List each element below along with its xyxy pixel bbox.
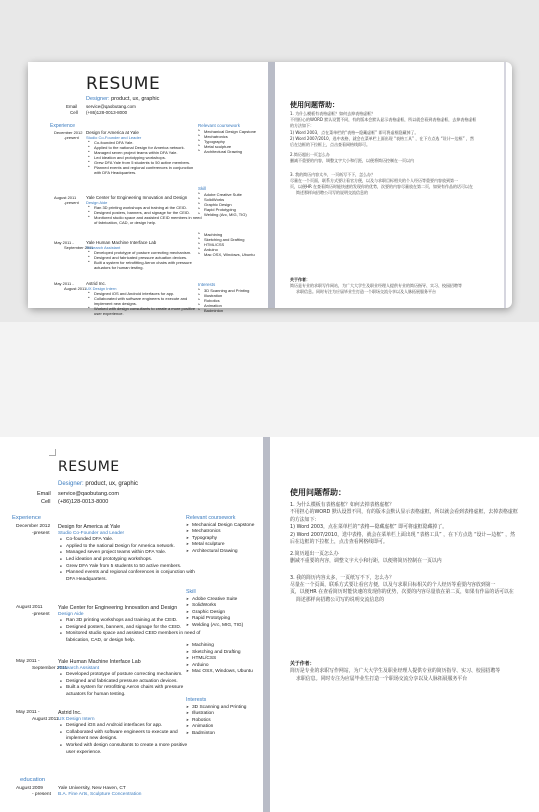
section-heading: Interests [198,282,216,287]
list-item: Metal sculpture [204,144,232,149]
arrow-icon: ➤ [198,242,201,245]
job-bullet: Built a system for retrofitting Aeron chairs with pressure [66,685,184,691]
arrow-icon: ➤ [186,596,189,601]
list-item: Sketching and Drafting [204,237,245,242]
job-bullet: Ran 3D printing workshops and training at the CEID. [66,618,178,624]
list-item: Robotics [192,717,211,723]
arrow-icon: ➤ [198,288,201,291]
job-bullet: Developed prototype of posture correcting mechanism. [66,672,183,678]
bullet-icon: ● [88,255,90,258]
list-item: Badminton [204,308,224,313]
list-item: Rapid Prototyping [204,207,236,212]
job-role: Studio Co-Founder and Leader [86,135,142,140]
job-bullet: user experience. [94,311,124,316]
bullet-icon: ● [60,672,62,677]
job-role: Research Assistant [86,245,121,250]
bullet-icon: ● [60,570,62,575]
bullet-icon: ● [88,205,90,208]
list-item: Mac OSX, Windows, Ubuntu [192,669,253,675]
arrow-icon: ➤ [198,207,201,210]
help-question: 3. 我的简历内容太多，一页纸写不下，怎么办？ [290,574,395,581]
bullet-icon: ● [88,160,90,163]
job-bullet: Applied to the national Design for America network. [66,543,175,549]
job-date: May 2011 - [16,659,40,664]
page-divider [268,62,275,308]
job-bullet: Ran 3D printing workshops and training at the CEID. [94,205,187,210]
arrow-icon: ➤ [198,134,201,137]
resume-page-preview [28,62,268,316]
help-question: 1. 为什么模板有表格虚框？如何去掉表格虚框？ [290,111,376,116]
section-heading: Relevant coursework [198,123,241,128]
bullet-icon: ● [60,618,62,623]
section-heading: Skill [186,589,196,595]
arrow-icon: ➤ [198,237,201,240]
help-answer: 1) Word 2003，点在菜单栏的“表格—隐藏虚框” 即可将虚框隐藏掉了。 [290,524,448,531]
job-bullet: Designed and fabricated pressure actuation devices. [66,678,178,684]
cell-value-full: (+86)128-0013-8000 [58,499,109,505]
bullet-icon: ● [60,557,62,561]
list-item: Adobe Creative Suite [204,192,242,197]
arrow-icon: ➤ [186,649,189,654]
job-role: UX Design Intern [86,286,117,291]
list-item: Robotics [204,298,220,303]
arrow-icon: ➤ [186,711,189,716]
job-bullet: Collaborated with software engineers to execute and [94,296,188,301]
arrow-icon: ➤ [198,293,201,296]
edu-date: August 2009 [16,785,43,791]
list-item: Typography [204,139,225,144]
section-heading: Interests [186,697,207,703]
list-item: Arduino [204,247,218,252]
bullet-icon: ● [88,291,90,294]
section-heading: Skill [198,186,207,191]
bullet-icon: ● [88,155,90,158]
list-item: Architectural Drawing [192,549,238,554]
bullet-icon: ● [60,537,62,542]
job-bullet: Designed posters, banners, and signage for the CEID. [66,624,182,630]
job-bullet: Grew DFA Yale from 5 students to 50 active members. [94,160,191,165]
bullet-icon: ● [88,150,90,153]
bullet-icon: ● [60,543,62,548]
bullet-icon: ● [60,624,62,629]
list-item: Welding (Arc, MIG, TIG) [192,623,244,628]
job-bullet: Worked with design consultants to create a more positive [66,743,188,748]
bullet-icon: ● [88,296,90,299]
help-answer: 1) Word 2003，点在菜单栏的“表格—隐藏虚框” 即可将虚框隐藏掉了。 [290,129,419,135]
arrow-icon: ➤ [198,192,201,195]
job-date: August 2011 [54,195,77,200]
bullet-icon: ● [88,165,90,168]
arrow-icon: ➤ [198,212,201,215]
job-role: Research Assistant [58,665,100,671]
arrow-icon: ➤ [186,603,189,608]
about-title: 关于作者： [290,661,315,667]
list-item: Machining [192,643,214,648]
job-bullet: Grew DFA Yale from 5 students to 50 active members. [66,563,182,569]
about-text: 求职信息。同时专注为应届毕业生打造一个职场交流分享以及人脉拓展服务平台 [296,675,468,682]
list-item: Mechatronics [192,529,221,535]
edu-school: Yale University, New Haven, CT [58,785,126,791]
list-item: Illustration [192,711,214,717]
job-org: Astrid Inc. [86,281,107,286]
edu-degree: B.A. Fine Arts, Sculpture Concentration [58,792,142,798]
resume-title-full: RESUME [58,459,120,475]
arrow-icon: ➤ [198,298,201,301]
background-gap [0,322,539,437]
preview-card[interactable] [28,62,512,316]
arrow-icon: ➤ [198,232,201,235]
bullet-icon: ● [60,743,62,747]
arrow-icon: ➤ [186,643,189,647]
help-answer: 不用担心的WORD 默认设置不同，有的版本会默认显示表格虚框，所以就会看到表格虚框，去掉表格虚框 [290,509,518,516]
list-item: Mechanical Design Capstone [204,129,257,134]
education-heading: education [20,777,46,783]
bullet-icon: ● [60,678,62,683]
list-item: Animation [192,724,214,730]
experience-heading: Experience [12,515,42,521]
job-bullet: Monitored studio space and assisted CEID members in need [94,215,202,220]
job-bullet: Managed seven project teams within DFA Yale. [66,550,167,556]
help-answer: 页，以便HR 在查看简历时能快速的发现你的优势，次要的内容尽量放在第二页，如果有作品的话可以在 [290,184,474,190]
job-org: Astrid Inc. [58,710,82,716]
list-item: Typography [192,535,218,541]
help-title-full: 使用问题帮助： [290,488,346,497]
help-page [270,437,539,812]
help-answer: 2) Word 2007/2010，选中表格，就会在菜单栏上面出现 “表格工具” ，在下方点选 “设计—边框” ，然 [290,135,475,141]
bullet-icon: ● [88,145,90,148]
margin-mark [49,449,56,456]
list-item: Rapid Prototyping [192,616,231,622]
about-text: 简历是专业的求职写作网站，为广大大学生及职业经理人提供专业的简历指导、实习、校园招聘等 [290,283,462,289]
job-bullet: Designed and fabricated pressure actuation devices. [94,255,188,260]
help-answer: 2) Word 2007/2010，选中表格，就会在菜单栏上面出现 “表格工具” ，在下方点选 “设计—边框” ，然 [290,531,515,538]
job-date: -present [64,135,79,140]
job-role: Studio Co-Founder and Leader [58,530,125,536]
resume-page [0,437,263,812]
about-text: 简历是专业的求职写作网站，为广大大学生及职业经理人提供专业的简历指导、实习、校园招聘等 [290,668,501,675]
email-value-full: service@qaobutang.com [58,491,119,497]
list-item: Badminton [192,731,215,736]
job-bullet: implement new designs. [66,736,118,742]
job-date: May 2011 - [54,281,74,286]
help-title: 使用问题帮助： [290,101,339,109]
help-answer: 不用担心的WORD 默认设置不同，有的版本会默认显示表格虚框，所以就会看到表格虚框，去掉表格虚框 [290,117,477,123]
list-item: 3D Scanning and Printing [192,704,247,710]
help-question: 2.简历超出一页怎么办 [290,151,330,157]
help-page-preview [275,62,504,308]
help-answer: 页，以便HR 在查看简历时能快速的发现你的优势，次要的内容尽量放在第二页，如果有作品的话可以在 [290,589,514,596]
job-org: Yale Human Machine Interface Lab [86,240,157,245]
help-question: 1. 为什么模板有表格虚框？如何去掉表格虚框？ [290,502,395,508]
job-date: December 2012 [54,130,83,135]
list-item: SolidWorks [192,603,217,609]
bullet-icon: ● [88,210,90,213]
arrow-icon: ➤ [186,656,189,661]
arrow-icon: ➤ [198,139,201,142]
cell-label-full: Cell [41,499,51,505]
job-date: -present [32,611,50,617]
arrow-icon: ➤ [198,202,201,205]
job-date: September 2011 [32,665,68,671]
arrow-icon: ➤ [186,609,189,614]
designer-line: Designer: product, ux, graphic [86,96,160,102]
arrow-icon: ➤ [198,144,201,147]
designer-line-full: Designer: product, ux, graphic [58,481,139,487]
bullet-icon: ● [60,550,62,555]
job-org: Yale Human Machine Interface Lab [58,659,141,665]
job-org: Yale Center for Engineering Innovation and Design [86,195,188,200]
job-bullet: Designed posters, banners, and signage for the CEID. [94,210,191,215]
about-text: 求职信息。同时专注为应届毕业生打造一个职场交流分享以及人脉拓展服务平台 [296,289,436,295]
list-item: Mechatronics [204,134,228,139]
help-answer: 后在边框的下拉框上，点击查看网格线即可。 [290,539,388,545]
help-answer: 的方法如下： [290,123,314,129]
job-date: -present [64,200,79,205]
document-sheet [0,437,539,812]
help-answer: 删减不重要的内容，调整文字大小和行距，以便将简历控制在一页以内 [290,558,442,565]
help-answer: 的方法如下： [290,516,320,523]
job-date: May 2011 - [54,240,74,245]
arrow-icon: ➤ [186,616,189,621]
arrow-icon: ➤ [186,542,189,547]
email-value: service@qaobutang.com [86,104,136,109]
bullet-icon: ● [88,140,90,143]
job-date: August 2011 [16,605,43,610]
job-bullet: Co-founded DFA Yale. [94,140,134,145]
list-item: Welding (Arc, MIG, TIG) [204,212,247,217]
bullet-icon: ● [88,215,90,218]
job-org: Design for America at Yale [58,524,121,530]
job-bullet: Planned events and regional conferences in conjunction with [66,570,195,576]
job-role: Design Aide [86,200,108,205]
job-date: December 2012 [16,524,51,529]
list-item: HTML/CSS [204,242,225,247]
resume-title: RESUME [86,74,161,94]
job-bullet: Planned events and regional conferences in conjunction [94,165,194,170]
list-item: HTML/CSS [192,656,217,662]
arrow-icon: ➤ [198,149,201,152]
email-label-full: Email [37,491,51,497]
job-bullet: DFA Headquarters. [66,576,107,582]
arrow-icon: ➤ [186,724,189,729]
job-role: Design Aide [58,611,84,617]
bullet-icon: ● [60,685,62,690]
job-bullet: Monitored studio space and assisted CEID members in need of [66,631,201,637]
list-item: Adobe Creative Suite [192,596,238,602]
job-bullet: Worked with design consultants to create a more positive [94,306,196,311]
edu-date: - present [32,792,51,798]
help-answer: 尽量在一个页面，联系方式要让看官方便，以及与求职目标相关的个人经历等重要内容放到第一 [290,581,496,588]
list-item: Machining [204,232,223,237]
arrow-icon: ➤ [198,252,201,255]
cell-label: Cell [70,110,78,115]
bullet-icon: ● [88,260,90,263]
help-answer: 简述那样向招聘公司写的说明交流信息的 [296,190,368,196]
arrow-icon: ➤ [186,623,189,627]
help-answer: 后在边框的下拉框上，点击查看网格线即可。 [290,142,370,147]
job-date: August 2011 [64,286,87,291]
arrow-icon: ➤ [198,247,201,250]
list-item: Mechanical Design Capstone [192,522,255,528]
section-heading: Relevant coursework [186,515,236,521]
arrow-icon: ➤ [186,529,189,534]
job-date: September 2011 [64,245,94,250]
job-bullet: of fabrication, CAD, or design help. [94,220,157,225]
job-role: UX Design Intern [58,716,95,722]
about-title: 关于作者： [290,277,310,282]
job-bullet: user experience. [66,749,102,755]
job-bullet: Designed iOS and Android interfaces for app. [66,723,163,729]
arrow-icon: ➤ [186,669,189,674]
arrow-icon: ➤ [186,717,189,722]
job-bullet: actuators for human testing. [94,265,144,270]
job-bullet: Led ideation and prototyping workshops. [66,557,153,562]
page-edge [504,62,506,308]
bullet-icon: ● [60,563,62,568]
arrow-icon: ➤ [186,662,189,667]
list-item: Architectural Drawing [204,149,243,154]
help-answer: 删减不重要的内容，调整文字大小和行距，以便将简历控制在一页以内 [290,158,414,164]
arrow-icon: ➤ [198,303,201,306]
list-item: Metal sculpture [192,542,225,548]
job-bullet: with DFA Headquarters. [94,170,137,175]
job-date: May 2011 - [16,710,40,715]
bullet-icon: ● [60,631,62,636]
arrow-icon: ➤ [198,197,201,200]
list-item: Sketching and Drafting [192,649,241,655]
cell-value: (+86)128-0013-8000 [86,110,128,115]
job-bullet: Applied to the national Design for America network. [94,145,185,150]
job-bullet: Developed prototype of posture correcting mechanism. [94,250,192,255]
job-bullet: Managed seven project teams within DFA Yale. [94,150,178,155]
arrow-icon: ➤ [186,535,189,540]
arrow-icon: ➤ [186,549,189,553]
email-label: Email [66,104,78,109]
arrow-icon: ➤ [198,129,201,132]
list-item: Mac OSX, Windows, Ubuntu [204,252,255,257]
help-answer: 简述那样向招聘公司写的说明交流信息的 [296,596,385,603]
job-date: August 2011 [32,716,59,722]
bullet-icon: ● [60,723,62,728]
list-item: Graphic Design [204,202,232,207]
job-bullet: Designed iOS and Android interfaces for app. [94,291,175,296]
job-org: Design for America at Yale [86,130,139,135]
arrow-icon: ➤ [186,704,189,709]
list-item: Animation [204,303,222,308]
list-item: Illustration [204,293,223,298]
help-question: 2.简历超出一页怎么办 [290,550,339,557]
arrow-icon: ➤ [186,522,189,527]
job-bullet: Co-founded DFA Yale. [66,537,114,543]
job-date: -present [32,530,50,536]
experience-heading: Experience [50,123,76,129]
arrow-icon: ➤ [198,308,201,311]
job-bullet: implement new designs. [94,301,137,306]
job-bullet: Built a system for retrofitting Aeron chairs with pressure [94,260,192,265]
bullet-icon: ● [60,729,62,734]
help-question: 3. 我的简历内容太多，一页纸写不下，怎么办？ [290,171,376,177]
job-bullet: Collaborated with software engineers to execute and [66,729,178,735]
list-item: SolidWorks [204,197,225,202]
job-org: Yale Center for Engineering Innovation and Design [58,605,178,611]
job-bullet: Led ideation and prototyping workshops. [94,155,166,160]
list-item: Graphic Design [192,609,226,615]
bullet-icon: ● [88,306,90,309]
arrow-icon: ➤ [186,731,189,735]
job-bullet: fabrication, CAD, or design help. [66,638,136,643]
page-divider-full [263,437,270,812]
job-bullet: actuators for human testing. [66,692,126,697]
list-item: Arduino [192,662,209,668]
bullet-icon: ● [88,250,90,253]
help-answer: 尽量在一个页面，联系方式要让看官方便，以及与求职目标相关的个人经历等重要内容放到第一 [290,177,458,183]
list-item: 3D Scanning and Printing [204,288,250,293]
